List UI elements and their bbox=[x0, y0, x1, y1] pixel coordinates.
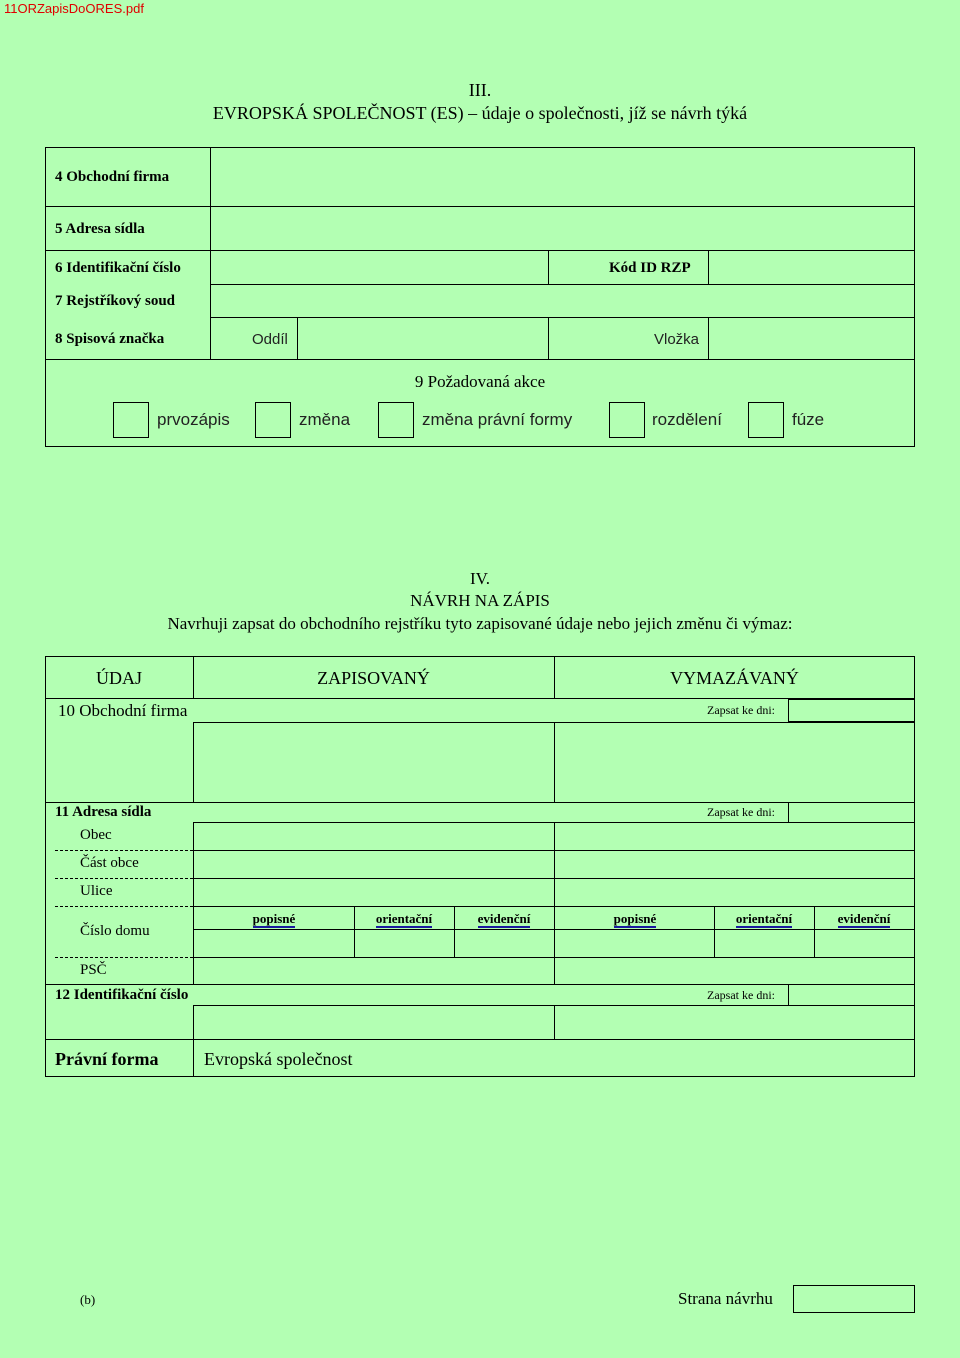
label-obchodni-firma: 4 Obchodní firma bbox=[55, 169, 170, 185]
checkbox-fuze[interactable] bbox=[748, 402, 784, 438]
header-vymazavany: VYMAZÁVANÝ bbox=[670, 668, 799, 688]
label-vlozka: Vložka bbox=[654, 331, 700, 348]
option-rozdeleni: rozdělení bbox=[652, 410, 722, 429]
label-kod-id-rzp: Kód ID RZP bbox=[609, 260, 691, 276]
zapsat-ke-dni-11-field[interactable] bbox=[788, 802, 915, 823]
checkbox-zmena-pravni-formy[interactable] bbox=[378, 402, 414, 438]
label-obec: Obec bbox=[80, 827, 112, 843]
option-fuze: fúze bbox=[792, 410, 825, 429]
section4-title: NÁVRH NA ZÁPIS bbox=[410, 591, 550, 610]
label-psc: PSČ bbox=[80, 962, 107, 978]
strana-navrhu-field[interactable] bbox=[793, 1285, 915, 1313]
ic-zapisovany-field[interactable] bbox=[195, 1007, 553, 1038]
header-zapisovany: ZAPISOVANÝ bbox=[317, 668, 430, 688]
house-type-orientacni-vym: orientační bbox=[735, 911, 793, 926]
section4-numeral: IV. bbox=[470, 569, 490, 588]
pozadovana-akce-title: 9 Požadovaná akce bbox=[414, 372, 546, 391]
vlozka-field[interactable] bbox=[710, 319, 914, 358]
ulice-zapisovany-field[interactable] bbox=[195, 880, 553, 906]
label-11-adresa-sidla: 11 Adresa sídla bbox=[55, 804, 152, 820]
cast-obce-vymazavany-field[interactable] bbox=[556, 852, 914, 878]
footer-mark: (b) bbox=[80, 1292, 96, 1307]
checkbox-zmena[interactable] bbox=[255, 402, 291, 438]
label-spisova-znacka: 8 Spisová značka bbox=[55, 331, 165, 347]
oddil-field[interactable] bbox=[299, 319, 547, 358]
obchodni-firma-zapisovany-field[interactable] bbox=[195, 724, 553, 801]
label-ulice: Ulice bbox=[80, 883, 113, 899]
house-type-popisne-zap: popisné bbox=[252, 911, 296, 926]
section3-title: EVROPSKÁ SPOLEČNOST (ES) – údaje o společnosti, jíž se návrh týká bbox=[212, 103, 748, 123]
label-adresa-sidla: 5 Adresa sídla bbox=[55, 221, 145, 237]
checkbox-prvozapis[interactable] bbox=[113, 402, 149, 438]
section4-subtitle: Navrhuji zapsat do obchodního rejstříku tyto zapisované údaje nebo jejich změnu či výmaz: bbox=[167, 614, 793, 633]
obec-zapisovany-field[interactable] bbox=[195, 824, 553, 850]
label-oddil: Oddíl bbox=[252, 331, 288, 348]
house-type-evidencni-zap: evidenční bbox=[477, 911, 531, 926]
ic-vymazavany-field[interactable] bbox=[556, 1007, 914, 1038]
obec-vymazavany-field[interactable] bbox=[556, 824, 914, 850]
orientacni-vymazavany-field[interactable] bbox=[716, 931, 813, 956]
label-identifikacni-cislo: 6 Identifikační číslo bbox=[55, 260, 181, 276]
evidencni-vymazavany-field[interactable] bbox=[816, 931, 914, 956]
section3-numeral: III. bbox=[468, 80, 492, 100]
zapsat-ke-dni-10-field[interactable] bbox=[788, 699, 915, 722]
cast-obce-zapisovany-field[interactable] bbox=[195, 852, 553, 878]
label-rejstrikovy-soud: 7 Rejstříkový soud bbox=[55, 293, 176, 309]
label-strana-navrhu: Strana návrhu bbox=[678, 1289, 773, 1308]
psc-zapisovany-field[interactable] bbox=[195, 959, 553, 983]
label-cislo-domu: Číslo domu bbox=[80, 923, 150, 939]
checkbox-rozdeleni[interactable] bbox=[609, 402, 645, 438]
popisne-vymazavany-field[interactable] bbox=[556, 931, 713, 956]
pravni-forma-value: Evropská společnost bbox=[204, 1049, 353, 1069]
ulice-vymazavany-field[interactable] bbox=[556, 880, 914, 906]
obchodni-firma-field[interactable] bbox=[212, 149, 914, 205]
obchodni-firma-vymazavany-field[interactable] bbox=[556, 724, 914, 801]
rejstrikovy-soud-field[interactable] bbox=[212, 286, 914, 316]
psc-vymazavany-field[interactable] bbox=[556, 959, 914, 983]
label-pravni-forma: Právní forma bbox=[55, 1049, 159, 1069]
option-zmena-pravni-formy: změna právní formy bbox=[422, 410, 573, 429]
label-cast-obce: Část obce bbox=[80, 855, 139, 871]
zapsat-ke-dni-11: Zapsat ke dni: bbox=[707, 805, 775, 819]
label-12-identifikacni-cislo: 12 Identifikační číslo bbox=[55, 987, 189, 1003]
adresa-sidla-field[interactable] bbox=[212, 208, 914, 249]
house-type-evidencni-vym: evidenční bbox=[837, 911, 891, 926]
orientacni-zapisovany-field[interactable] bbox=[356, 931, 453, 956]
evidencni-zapisovany-field[interactable] bbox=[456, 931, 553, 956]
house-type-orientacni-zap: orientační bbox=[375, 911, 433, 926]
popisne-zapisovany-field[interactable] bbox=[195, 931, 353, 956]
file-name: 11ORZapisDoORES.pdf bbox=[4, 1, 144, 16]
label-10-obchodni-firma: 10 Obchodní firma bbox=[58, 701, 188, 720]
zapsat-ke-dni-10: Zapsat ke dni: bbox=[707, 703, 775, 717]
house-type-popisne-vym: popisné bbox=[613, 911, 657, 926]
kod-id-rzp-field[interactable] bbox=[710, 252, 914, 283]
identifikacni-cislo-field[interactable] bbox=[212, 252, 547, 283]
header-udaj: ÚDAJ bbox=[95, 668, 142, 688]
option-prvozapis: prvozápis bbox=[157, 410, 230, 429]
zapsat-ke-dni-12-field[interactable] bbox=[788, 984, 915, 1006]
zapsat-ke-dni-12: Zapsat ke dni: bbox=[707, 988, 775, 1002]
option-zmena: změna bbox=[299, 410, 351, 429]
